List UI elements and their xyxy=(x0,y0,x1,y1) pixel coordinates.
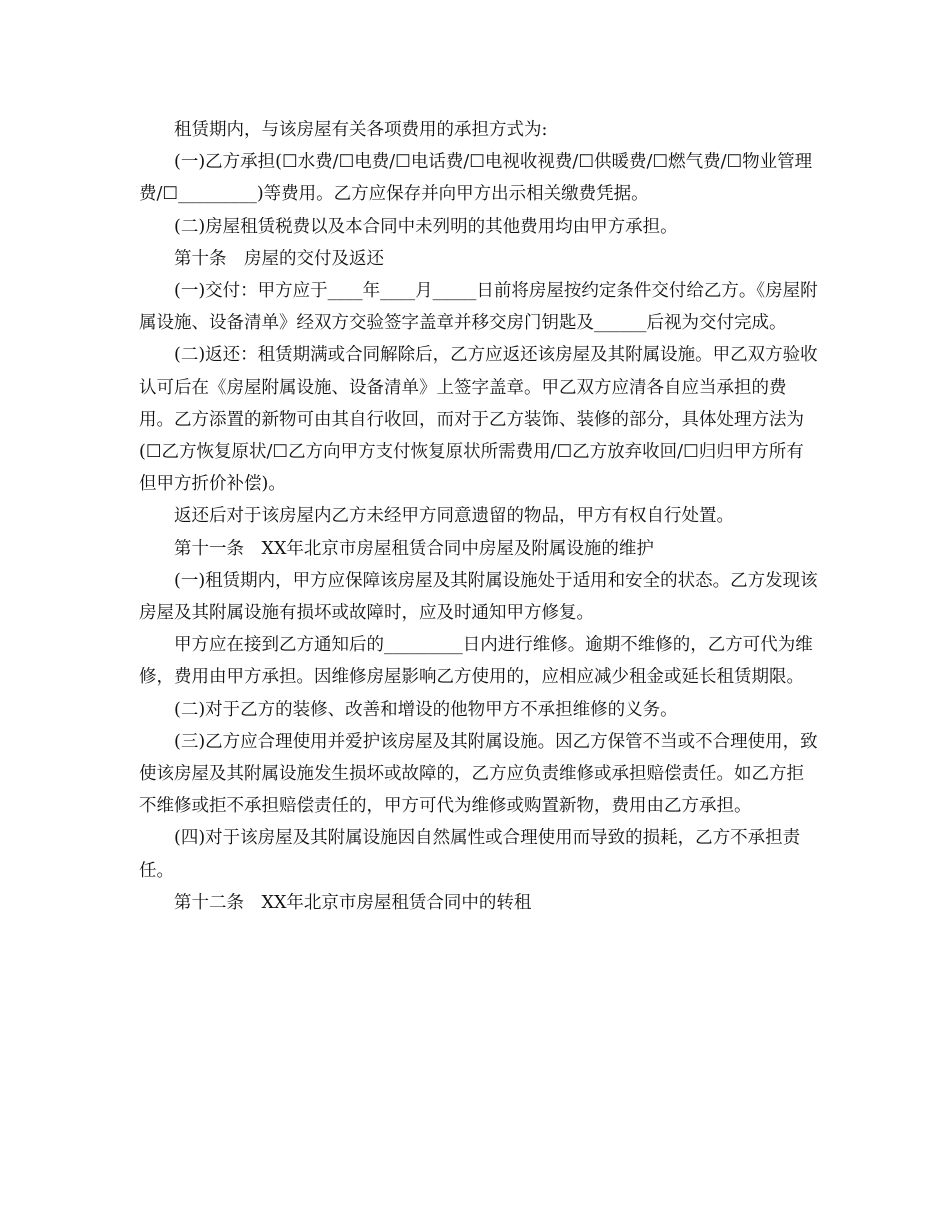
paragraph-return: (二)返还：租赁期满或合同解除后，乙方应返还该房屋及其附属设施。甲乙双方验收认可后在《房屋附属设施、设备清单》上签字盖章。甲乙双方应清各自应当承担的费用。乙方添置的新物可由其自行收回，而对于乙方装饰、装修的部分，具体处理方法为(☐乙方恢复原状/☐乙方向甲方支付恢复原状所需费用/☐乙方放弃收回/☐归归甲方所有但甲方折价补偿)。 xyxy=(139,345,818,495)
paragraph-delivery: (一)交付：甲方应于____年____月_____日前将房屋按约定条件交付给乙方。《房屋附属设施、设备清单》经双方交验签字盖章并移交房门钥匙及______后视为交付完成。 xyxy=(139,281,818,334)
document-body xyxy=(139,114,821,919)
paragraph-maintenance-3: (三)乙方应合理使用并爱护该房屋及其附属设施。因乙方保管不当或不合理使用，致使该房屋及其附属设施发生损坏或故障的，乙方应负责维修或承担赔偿责任。如乙方拒不维修或拒不承担赔偿责任的，甲方可代为维修或购置新物，费用由乙方承担。 xyxy=(139,731,818,817)
paragraph-maintenance-days: 甲方应在接到乙方通知后的_________日内进行维修。逾期不维修的，乙方可代为维修，费用由甲方承担。因维修房屋影响乙方使用的，应相应减少租金或延长租赁期限。 xyxy=(139,635,813,688)
paragraph-maintenance-2: (二)对于乙方的装修、改善和增设的他物甲方不承担维修的义务。 xyxy=(174,699,678,720)
article-11-heading: 第十一条 XX年北京市房屋租赁合同中房屋及附属设施的维护 xyxy=(174,538,654,559)
paragraph-fee-tenant: (一)乙方承担(☐水费/☐电费/☐电话费/☐电视收视费/☐供暖费/☐燃气费/☐物业管理费/☐_________)等费用。乙方应保存并向甲方出示相关缴费凭据。 xyxy=(139,152,813,205)
paragraph-maintenance-4: (四)对于该房屋及其附属设施因自然属性或合理使用而导致的损耗，乙方不承担责任。 xyxy=(139,828,801,881)
paragraph-maintenance-1: (一)租赁期内，甲方应保障该房屋及其附属设施处于适用和安全的状态。乙方发现该房屋及其附属设施有损坏或故障时，应及时通知甲方修复。 xyxy=(139,570,818,624)
article-12-heading: 第十二条 XX年北京市房屋租赁合同中的转租 xyxy=(174,892,532,913)
paragraph-left-items: 返还后对于该房屋内乙方未经甲方同意遗留的物品，甲方有权自行处置。 xyxy=(174,506,734,527)
paragraph-fee-landlord: (二)房屋租赁税费以及本合同中未列明的其他费用均由甲方承担。 xyxy=(174,216,678,237)
paragraph-fee-intro: 租赁期内，与该房屋有关各项费用的承担方式为: xyxy=(174,120,548,140)
article-10-heading: 第十条 房屋的交付及返还 xyxy=(174,248,384,269)
